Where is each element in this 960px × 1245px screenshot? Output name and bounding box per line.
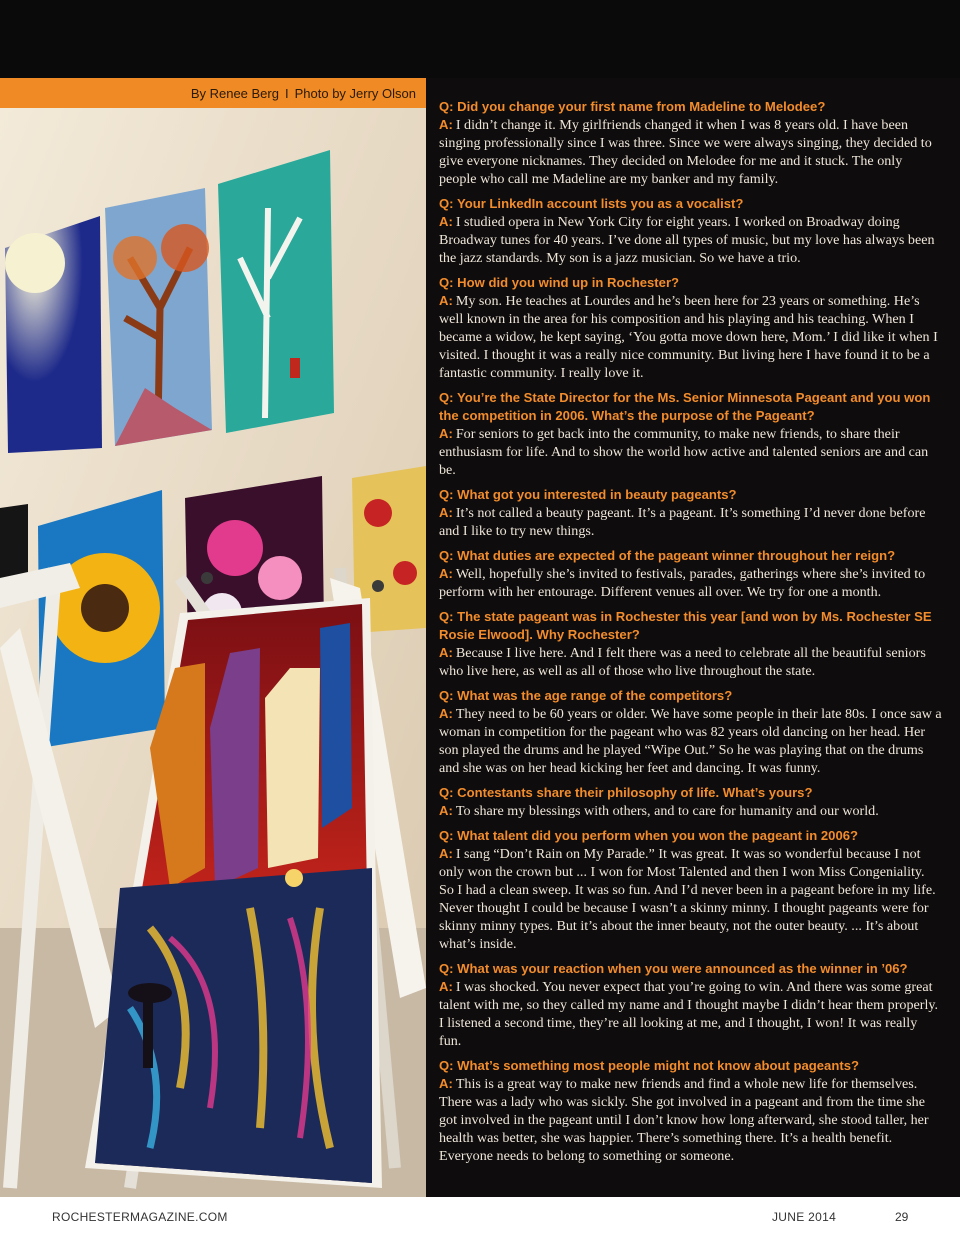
qa-block bbox=[439, 960, 942, 1050]
answer bbox=[439, 978, 942, 1050]
qa-block bbox=[439, 195, 942, 267]
qa-block bbox=[439, 486, 942, 540]
byline-bar bbox=[0, 78, 426, 108]
page-number: 29 bbox=[895, 1210, 909, 1224]
answer bbox=[439, 802, 942, 820]
answer bbox=[439, 565, 942, 601]
byline-author: By Renee Berg bbox=[190, 86, 279, 101]
answer-text: To share my blessings with others, and to care for humanity and our world. bbox=[455, 803, 879, 819]
answer-label: A: bbox=[439, 846, 453, 861]
qa-block bbox=[439, 274, 942, 382]
page-footer bbox=[0, 1197, 960, 1245]
answer bbox=[439, 425, 942, 479]
answer-label: A: bbox=[439, 293, 453, 308]
answer-label: A: bbox=[439, 566, 453, 581]
qa-block bbox=[439, 608, 942, 680]
footer-issue-date: JUNE 2014 bbox=[772, 1210, 837, 1224]
answer-text: Because I live here. And I felt there was a need to celebrate all the beautiful seniors who live here, as well as all of those who live throughout the state. bbox=[439, 645, 926, 679]
qa-block bbox=[439, 687, 942, 777]
answer bbox=[439, 1075, 942, 1165]
top-black-band bbox=[0, 0, 960, 78]
answer-label: A: bbox=[439, 214, 453, 229]
question: Q: Contestants share their philosophy of life. What’s yours? bbox=[439, 785, 813, 800]
answer-text: I sang “Don’t Rain on My Parade.” It was great. It was so wonderful because I not only won the crown but ... I won for Most Talented and then I won Miss Congeniality. So I had a clean sweep. It was so fun. And I’d never been in a pageant before in my life. Never thought I could be because I wasn’t a skinny minny. I thought pageants were for skinny minny types. But it’s about the inner beauty, not the outer beauty. ... It’s about what’s inside. bbox=[439, 846, 936, 952]
question: Q: What was the age range of the competitors? bbox=[439, 688, 733, 703]
byline-photo-credit: Photo by Jerry Olson bbox=[294, 86, 416, 101]
qa-block bbox=[439, 1057, 942, 1165]
question: Q: What got you interested in beauty pageants? bbox=[439, 487, 737, 502]
qa-block bbox=[439, 98, 942, 188]
question: Q: You’re the State Director for the Ms. Senior Minnesota Pageant and you won the competition in 2006. What’s the purpose of the Pageant? bbox=[439, 390, 931, 423]
birch-painting bbox=[218, 150, 334, 433]
gallery-photo bbox=[0, 108, 426, 1197]
answer-text: I studied opera in New York City for eight years. I worked on Broadway doing Broadway tunes for 40 years. I’ve done all types of music, but my love has always been the jazz standards. My son is a jazz musician. So we have a trio. bbox=[439, 214, 935, 266]
answer-text: They need to be 60 years or older. We have some people in their late 80s. I once saw a woman in competition for the pageant who was 82 years old dancing on her head. Her son played the drums and he played “Wipe Out.” So he was playing that on the drums and she was on her head kicking her feet and dancing. It was funny. bbox=[439, 706, 942, 776]
question: Q: Your LinkedIn account lists you as a vocalist? bbox=[439, 196, 744, 211]
answer-label: A: bbox=[439, 426, 453, 441]
answer bbox=[439, 116, 942, 188]
qa-block bbox=[439, 389, 942, 479]
answer bbox=[439, 705, 942, 777]
question: Q: What was your reaction when you were announced as the winner in ’06? bbox=[439, 961, 908, 976]
question: Q: What’s something most people might not know about pageants? bbox=[439, 1058, 859, 1073]
interview-text-column bbox=[426, 78, 960, 1197]
byline-separator: I bbox=[284, 86, 289, 101]
qa-block bbox=[439, 827, 942, 953]
answer-text: This is a great way to make new friends and find a whole new life for themselves. There was a lady who was sickly. She got involved in a pageant and from the time she got involved in the pageant until I don’t know how long afterward, she stood taller, her health was better, she was happier. There’s something there. It’s a health benefit. Everyone needs to belong to something or someone. bbox=[439, 1076, 929, 1164]
answer-text: I didn’t change it. My girlfriends changed it when I was 8 years old. I have been singing professionally since I was three. Since we were always singing, they decided to give everyone nicknames. They decided on Melodee for me and it stuck. The only people who call me Madeline are my banker and my family. bbox=[439, 117, 932, 187]
question: Q: Did you change your first name from Madeline to Melodee? bbox=[439, 99, 826, 114]
answer-label: A: bbox=[439, 706, 453, 721]
question: Q: How did you wind up in Rochester? bbox=[439, 275, 680, 290]
answer-label: A: bbox=[439, 117, 453, 132]
qa-block bbox=[439, 784, 942, 820]
answer-text: It’s not called a beauty pageant. It’s a pageant. It’s something I’d never done before and I like to try new things. bbox=[439, 505, 926, 539]
answer-text: I was shocked. You never expect that you’re going to win. And there was some great talent with me, so they called my name and I thought maybe I didn’t hear them properly. I listened a second time, they’re all looking at me, and I thought, I won! It was really fun. bbox=[439, 979, 939, 1049]
answer-label: A: bbox=[439, 645, 453, 660]
answer-label: A: bbox=[439, 1076, 453, 1091]
answer-text: My son. He teaches at Lourdes and he’s been here for 23 years or something. He’s well known in the area for his composition and his playing and his teaching. When I became a widow, he kept saying, ‘You gotta move down here, Mom.’ I did like it when I visited. I thought it was a really nice community. But living here I have found it to be a fantastic community. I really love it. bbox=[439, 293, 938, 381]
answer-label: A: bbox=[439, 505, 453, 520]
answer bbox=[439, 213, 942, 267]
answer-label: A: bbox=[439, 803, 453, 818]
question: Q: What talent did you perform when you won the pageant in 2006? bbox=[439, 828, 859, 843]
answer-text: For seniors to get back into the community, to make new friends, to share their enthusiasm for life. And to show the world how active and talented seniors are and can be. bbox=[439, 426, 929, 478]
answer-text: Well, hopefully she’s invited to festivals, parades, gatherings where she’s invited to perform with her entourage. Different venues all over. We try for one a month. bbox=[439, 566, 926, 600]
answer bbox=[439, 845, 942, 953]
question: Q: The state pageant was in Rochester this year [and won by Ms. Rochester SE Rosie Elwood]. Why Rochester? bbox=[439, 609, 932, 642]
qa-block bbox=[439, 547, 942, 601]
footer-site: ROCHESTERMAGAZINE.COM bbox=[52, 1210, 228, 1224]
answer bbox=[439, 504, 942, 540]
answer bbox=[439, 292, 942, 382]
answer-label: A: bbox=[439, 979, 453, 994]
question: Q: What duties are expected of the pageant winner throughout her reign? bbox=[439, 548, 896, 563]
answer bbox=[439, 644, 942, 680]
